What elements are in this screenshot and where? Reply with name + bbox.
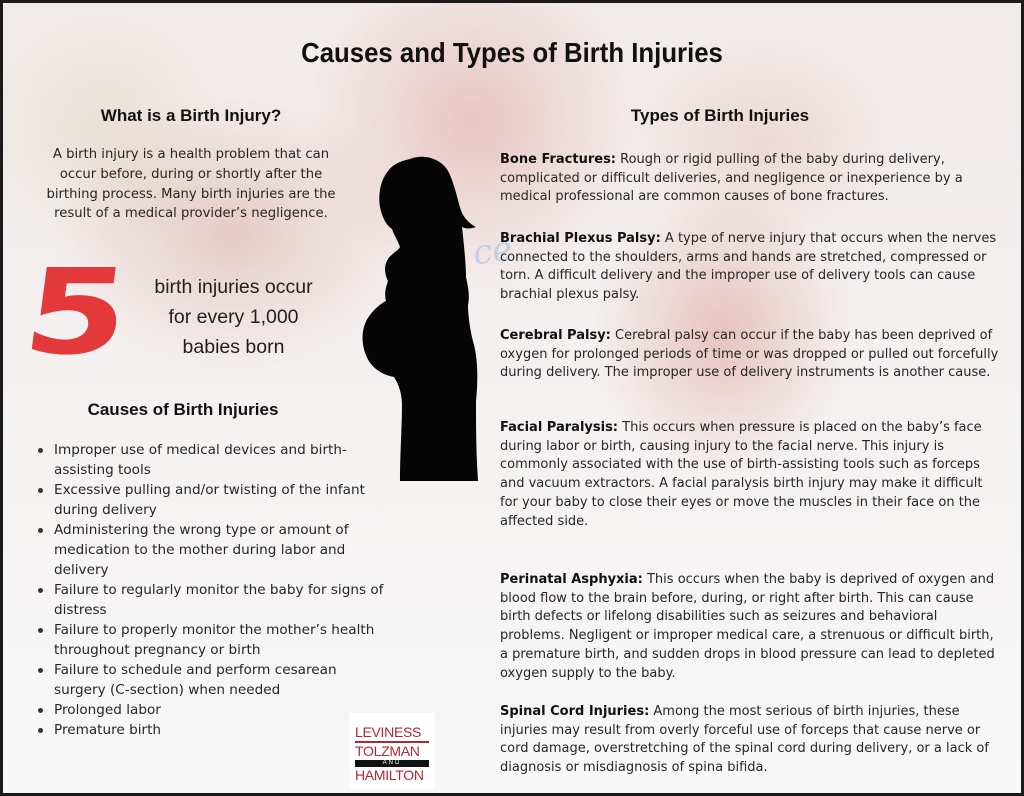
stat-number: 5 — [16, 243, 135, 381]
stat-text: birth injuries occur for every 1,000 babies born — [154, 276, 313, 358]
type-item-brachial-plexus-palsy — [500, 230, 1000, 305]
background-watermark: ce — [470, 228, 515, 274]
firm-logo — [349, 713, 435, 789]
page-title: Causes and Types of Birth Injuries — [301, 37, 723, 68]
cause-item: Excessive pulling and/or twisting of the infant during delivery — [37, 480, 387, 520]
type-item-cerebral-palsy — [500, 327, 1000, 383]
cause-item: Prolonged labor — [37, 700, 387, 720]
what-is-heading: What is a Birth Injury? — [100, 106, 282, 125]
type-name: Facial Paralysis: — [500, 420, 619, 435]
causes-list — [37, 440, 387, 740]
type-item-spinal-cord-injuries — [500, 703, 1000, 778]
type-desc: Among the most serious of birth injuries, these injuries may result from overly forceful use of forceps that cause nerve or cord damage, overstretching of the spinal cord during delivery, or a lack of diagnosis or misdiagnosis of spina bifida. — [500, 704, 989, 776]
cause-item: Improper use of medical devices and birth-assisting tools — [37, 440, 387, 480]
what-is-body: A birth injury is a health problem that can occur before, during or shortly after the birthing process. Many birth injuries are the result of a medical provider’s negligence. — [46, 147, 336, 222]
cause-item: Administering the wrong type or amount of medication to the mother during labor and delivery — [37, 520, 387, 580]
type-name: Bone Fractures: — [500, 152, 617, 167]
type-desc: This occurs when pressure is placed on the baby’s face during labor or birth, causing injury to the facial nerve. This injury is commonly associated with the use of birth-assisting tools such as forceps and vacuum extractors. A facial paralysis birth injury may make it difficult for your baby to close their eyes or move the muscles in their face on the affected side. — [500, 420, 983, 529]
logo-line-3: HAMILTON — [355, 766, 424, 783]
type-item-perinatal-asphyxia — [500, 571, 1000, 683]
causes-heading: Causes of Birth Injuries — [87, 400, 279, 419]
type-desc: A type of nerve injury that occurs when the nerves connected to the shoulders, arms and hands are stretched, compressed or torn. A difficult delivery and the improper use of delivery tools can cause brachial plexus palsy. — [500, 231, 997, 303]
pregnant-woman-silhouette-icon — [358, 155, 488, 485]
logo-line-2: TOLZMAN — [355, 742, 420, 759]
type-desc: This occurs when the baby is deprived of oxygen and blood flow to the brain before, during, or right after birth. This can cause birth defects or lifelong disabilities such as seizures and behavioral problems. Negligent or improper medical care, a strenuous or difficult birth, a premature birth, and sudden drops in blood pressure can lead to depleted oxygen supply to the baby. — [500, 572, 995, 681]
type-desc: Rough or rigid pulling of the baby during delivery, complicated or difficult deliveries, and negligence or inexperience by a medical professional are common causes of bone fractures. — [500, 152, 963, 205]
logo-line-1: LEVINESS — [355, 724, 422, 740]
cause-item: Failure to schedule and perform cesarean surgery (C-section) when needed — [37, 660, 387, 700]
type-name: Spinal Cord Injuries: — [500, 704, 650, 719]
logo-and-bar: AND — [355, 760, 429, 767]
cause-item: Failure to properly monitor the mother’s health throughout pregnancy or birth — [37, 620, 387, 660]
type-name: Perinatal Asphyxia: — [500, 572, 643, 587]
types-heading: Types of Birth Injuries — [630, 106, 810, 125]
cause-item: Premature birth — [37, 720, 387, 740]
type-desc: Cerebral palsy can occur if the baby has been deprived of oxygen for prolonged periods of time or was dropped or pulled out forcefully during delivery. The improper use of delivery instruments is another cause. — [500, 328, 999, 381]
type-item-bone-fractures — [500, 151, 1000, 207]
cause-item: Failure to regularly monitor the baby for signs of distress — [37, 580, 387, 620]
type-name: Brachial Plexus Palsy: — [500, 231, 661, 246]
type-item-facial-paralysis — [500, 419, 1000, 531]
type-name: Cerebral Palsy: — [500, 328, 611, 343]
